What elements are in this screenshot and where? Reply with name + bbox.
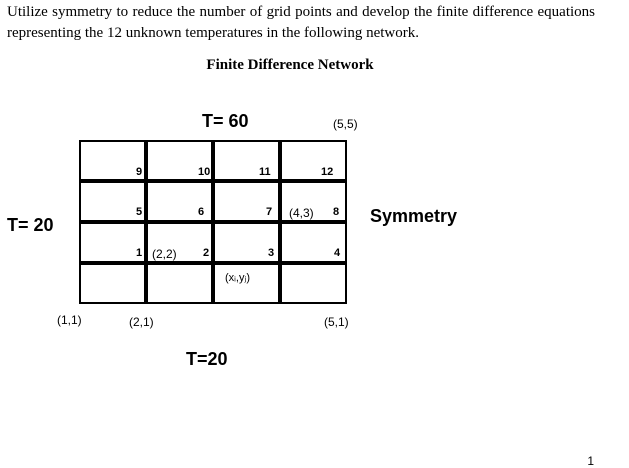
grid-cell [146, 263, 213, 304]
coord-2-1: (2,1) [129, 315, 154, 329]
finite-difference-grid [79, 140, 347, 304]
top-boundary-label: T= 60 [202, 111, 249, 131]
node-label: 9 [136, 166, 143, 178]
node-label: 7 [266, 206, 273, 218]
coord-2-2: (2,2) [152, 247, 177, 261]
node-label: 2 [203, 247, 210, 259]
grid-cell [280, 263, 347, 304]
node-label: 8 [333, 206, 340, 218]
bottom-boundary-label: T=20 [186, 349, 228, 369]
figure-title: Finite Difference Network [206, 57, 374, 73]
page-number: 1 [587, 454, 594, 468]
coord-5-5: (5,5) [333, 117, 358, 131]
node-label: 1 [136, 247, 143, 259]
grid-cell [280, 140, 347, 181]
symmetry-label: Symmetry [370, 206, 458, 226]
coord-5-1: (5,1) [324, 315, 349, 329]
node-label: 5 [136, 206, 143, 218]
node-label: 6 [198, 206, 205, 218]
node-label: 10 [198, 166, 211, 178]
coord-xi-yj: (xᵢ,yⱼ) [225, 272, 251, 284]
coord-1-1: (1,1) [57, 313, 82, 327]
node-label: 4 [334, 247, 341, 259]
node-label: 3 [268, 247, 275, 259]
left-boundary-label: T= 20 [7, 215, 54, 235]
grid-cell [79, 263, 146, 304]
node-label: 12 [321, 166, 334, 178]
node-label: 11 [259, 166, 271, 178]
problem-statement: Utilize symmetry to reduce the number of grid points and develop the finite difference equations representing the 12 unknown temperatures in the following network. [7, 4, 595, 41]
coord-4-3: (4,3) [289, 206, 314, 220]
